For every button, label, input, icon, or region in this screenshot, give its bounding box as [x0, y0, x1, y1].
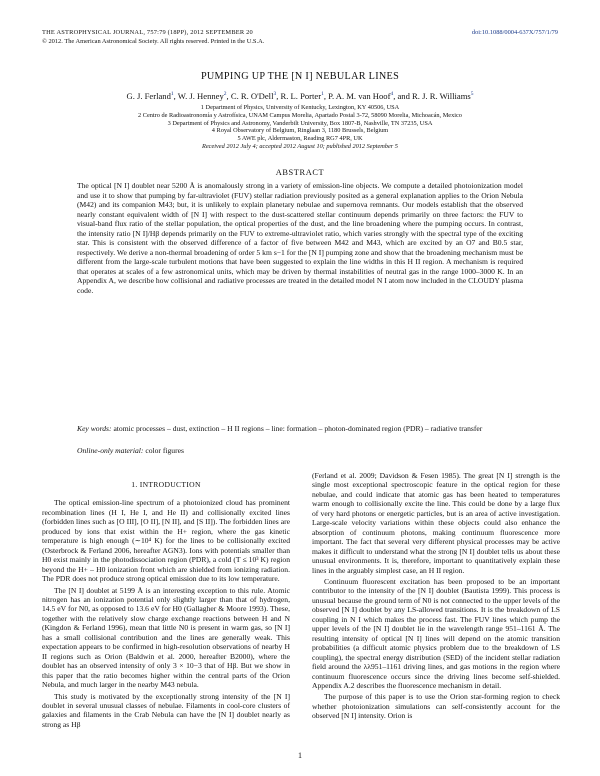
- received-dates: Received 2012 July 4; accepted 2012 August 10; published 2012 September 5: [202, 142, 398, 150]
- author-name: R. J. R. Williams: [412, 91, 471, 101]
- author-affil-marker[interactable]: 3: [273, 91, 277, 98]
- author-affil-marker[interactable]: 2: [223, 91, 227, 98]
- keywords: [77, 424, 523, 434]
- affiliation: 4 Royal Observatory of Belgium, Ringlaan 3, 1180 Brussels, Belgium: [211, 127, 389, 135]
- doi-link[interactable]: doi:10.1088/0004-637X/757/1/79: [471, 29, 558, 36]
- section-heading-introduction: 1. INTRODUCTION: [131, 480, 201, 489]
- affiliation: 1 Department of Physics, University of Kentucky, Lexington, KY 40506, USA: [200, 104, 400, 111]
- copyright-notice: © 2012. The American Astronomical Society. All rights reserved. Printed in the U.S.A.: [42, 37, 265, 45]
- author-affil-marker[interactable]: 1: [321, 91, 324, 98]
- online-material-value: color figures: [145, 446, 184, 455]
- abstract-heading: ABSTRACT: [275, 168, 325, 177]
- body-paragraph: The purpose of this paper is to use the Orion star-forming region to check whether photoionization simulations can self-consistently account for the observed [N I] intensity. Orion is: [312, 692, 560, 721]
- left-column: [42, 474, 290, 731]
- author-list: G. J. Ferland$^1$, W. J. Henney$^2$, C. R. O'Dell$^3$, R. L. Porter$^1$, P. A. M. van Hoof$^4$, and R. J. R. Williams$^5$: [126, 91, 474, 101]
- online-material: [77, 446, 523, 455]
- author-name: W. J. Henney: [177, 91, 224, 101]
- running-header: [42, 29, 264, 46]
- keywords-label: Key words:: [77, 424, 112, 433]
- journal-citation: THE ASTROPHYSICAL JOURNAL, 757:79 (18PP), 2012 SEPTEMBER 20: [42, 29, 253, 36]
- abstract-text: The optical [N I] doublet near 5200 Å is anomalously strong in a variety of emission-line objects. We compute a detailed photoionization model and use it to show that pumping by far-ultraviolet (FUV) stellar radiation previously posited as a general explanation applies to the Orion Nebula (M42) and its companion M43; but, it is unlikely to explain planetary nebulae and supernova remnants. Our models establish that the observed nearly constant equivalent width of [N I] with respect to the dust-scattered stellar continuum depends primarily on three factors: the FUV to visual-band flux ratio of the stellar population, the optical properties of the dust, and the line broadening where the pumping occurs. In contrast, the intensity ratio [N I]/Hβ depends primarily on the FUV to extreme-ultraviolet ratio, which varies strongly with the spectral type of the exciting star. This is consistent with the observed difference of a factor of five between M42 and M43, which are excited by an O7 and B0.5 star, respectively. We derive a non-thermal broadening of order 5 km s−1 for the [N I] pumping zone and show that the broadening mechanism must be different from the large-scale turbulent motions that have been suggested to explain the line widths in this H II region. A mechanism is required that operates at scales of a few astronomical units, which may be driven by thermal instabilities of neutral gas in the range 1000–3000 K. In an Appendix A, we describe how collisional and radiative processes are treated in the detailed model N I atom now included in the CLOUDY plasma code.: [77, 181, 523, 295]
- keywords-value: atomic processes – dust, extinction – H II regions – line: formation – photon-dominated region (PDR) – radiative transfer: [113, 424, 483, 433]
- author-affil-marker[interactable]: 4: [390, 91, 394, 98]
- affiliation: 5 AWE plc, Aldermaston, Reading RG7 4PR, UK: [237, 135, 363, 143]
- online-material-label: Online-only material:: [77, 446, 144, 455]
- body-paragraph: This study is motivated by the exceptionally strong intensity of the [N I] doublet in several unusual classes of nebulae. Filaments in cool-core clusters of galaxies and filaments in the Crab Nebula can have the [N I] doublet nearly as strong as Hβ: [42, 691, 290, 729]
- author-name: P. A. M. van Hoof: [328, 91, 391, 101]
- affiliation-list: [0, 104, 600, 151]
- author-name: C. R. O'Dell: [230, 91, 274, 101]
- affiliation: 3 Department of Physics and Astronomy, Vanderbilt University, Box 1807-B, Nashville, TN 37235, USA: [167, 119, 433, 127]
- body-paragraph: (Ferland et al. 2009; Davidson & Fesen 1985). The great [N I] strength is the single most exceptional spectroscopic feature in the optical region for these nebulae, and could indicate that atomic gas has been heated to temperatures warm enough to collisionally excite the line. This could be done by a large flux of very hard photons or energetic particles, but is an area of active investigation. Large-scale velocity variations within these objects could also enhance the absorption of continuum photons, making continuum fluorescence more important. The fact that several very different physical processes may be active makes it difficult to understand what the strong [N I] doublet tells us about these unusual environments. It is, therefore, important to quantitatively explain these lines in the arguably simplest case, an H II region.: [312, 471, 560, 575]
- page-number: 1: [298, 751, 302, 760]
- author-name: G. J. Ferland: [126, 91, 171, 101]
- author-name: R. L. Porter: [280, 91, 322, 101]
- author-affil-marker[interactable]: 5: [470, 91, 474, 98]
- body-paragraph: The optical emission-line spectrum of a photoionized cloud has prominent recombination lines (H I, He I, and He II) and collisionally excited lines (forbidden lines such as [O III], [O II], [N II], and [S II]). The forbidden lines are produced by ions that exist within the H+ region, where the gas kinetic temperature is high enough (∼10⁴ K) for the lines to be collisionally excited (Osterbrock & Ferland 2006, hereafter AGN3). Ions with potentials smaller than H0 exist mainly in the photodissociation region (PDR), a cold (T ≤ 10³ K) region beyond the H+ – H0 ionization front which are shielded from ionizing radiation. The PDR does not produce strong optical emission due to its low temperature.: [42, 498, 290, 584]
- author-affil-marker[interactable]: 1: [170, 91, 174, 98]
- affiliation: 2 Centro de Radioastronomía y Astrofísica, UNAM Campus Morelia, Apartado Postal 3-72, 58090 Morelia, Michoacán, Mexico: [138, 111, 462, 119]
- body-paragraph: Continuum fluorescent excitation has been proposed to be an important contributor to the intensity of the [N I] doublet (Bautista 1999). This process is unusual because the ground term of N0 is not connected to the upper levels of the observed [N I] doublet by any LS-allowed transitions. It is the breakdown of LS coupling in N I which makes the process fast. The FUV lines which pump the upper levels of the [N I] doublet lie in the wavelength range 951–1161 Å. The resulting intensity of optical [N I] lines will depend on the atomic transition probabilities (a difficult atomic physics problem due to the breakdown of LS coupling), the spectral energy distribution (SED) of the incident stellar radiation field around the λλ951–1161 driving lines, and gas motions in the region where continuum fluorescence occurs since the driving lines become self-shielded. Appendix A.2 describes the fluorescence mechanism in detail.: [312, 576, 560, 690]
- right-column: [312, 471, 560, 723]
- body-paragraph: The [N I] doublet at 5199 Å is an interesting exception to this rule. Atomic nitrogen has an ionization potential only slightly larger than that of hydrogen, 14.5 eV for N0, as opposed to 13.6 eV for H0 (Gallagher & Moore 1993). These, together with the relatively slow charge exchange reactions between H and N (Kingdon & Ferland 1996), mean that little N0 is present in warm gas, so [N I] has a small collisional contribution and the lines are generally weak. This expectation appears to be confirmed in high-resolution observations of nearby H II regions such as Orion (Baldwin et al. 2000, hereafter B2000), where the doublet has an observed intensity of only 3 × 10−3 that of Hβ. But we show in this paper that the ratio becomes higher within the central parts of the Orion Nebula, and much larger in the nearby M43 nebula.: [42, 585, 290, 690]
- paper-title: PUMPING UP THE [N I] NEBULAR LINES: [200, 71, 400, 82]
